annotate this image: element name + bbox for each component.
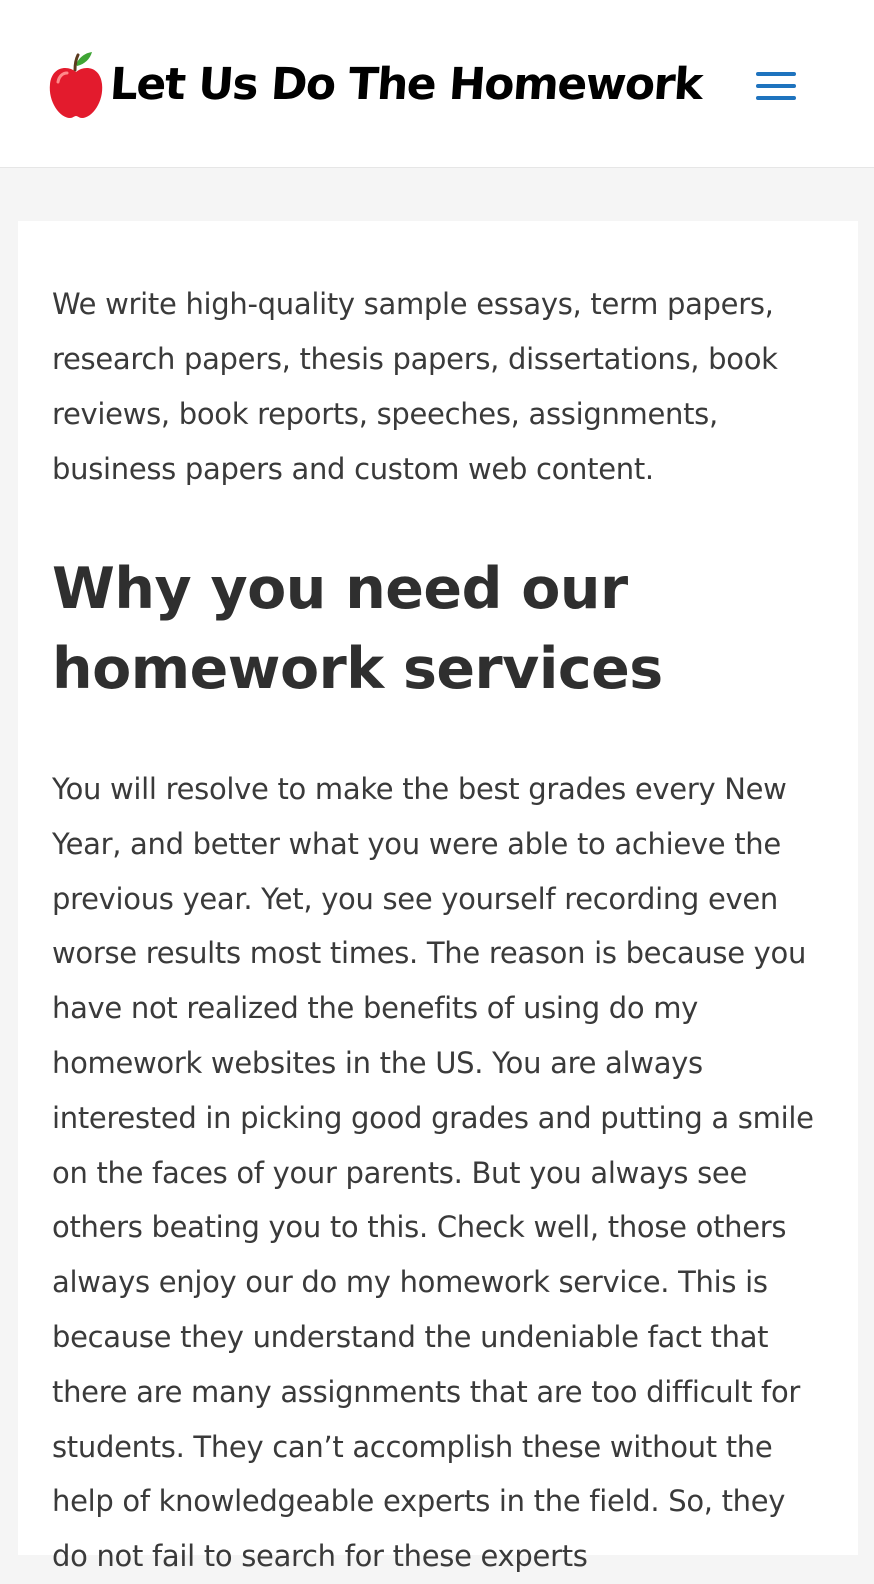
section-heading: Why you need our homework services [52,556,663,702]
site-logo-link[interactable] [46,50,702,120]
main-menu-button[interactable] [748,60,804,112]
apple-icon [46,50,106,120]
site-logo-text: Let Us Do The Homework [108,59,704,110]
body-paragraph: You will resolve to make the best grades every New Year, and better what you were able to achieve the previous year. Yet, you see yourself recording even worse results most times. The reason is because you have not realized the benefits of using do my homework websites in the US. You are always interested in picking good grades and putting a smile on the faces of your parents. But you always see others beating you to this. Check well, those others always enjoy our do my homework service. This is because they understand the undeniable fact that there are many assignments that are too difficult for students. They can’t accomplish these without the help of knowledgeable experts in the field. So, they do not fail to search for these experts [52,772,814,1574]
content-card [18,221,858,1574]
site-header [0,0,874,168]
intro-paragraph: We write high-quality sample essays, term papers, research papers, thesis papers, dissertations, book reviews, book reports, speeches, assignments, business papers and custom web content. [52,287,778,486]
